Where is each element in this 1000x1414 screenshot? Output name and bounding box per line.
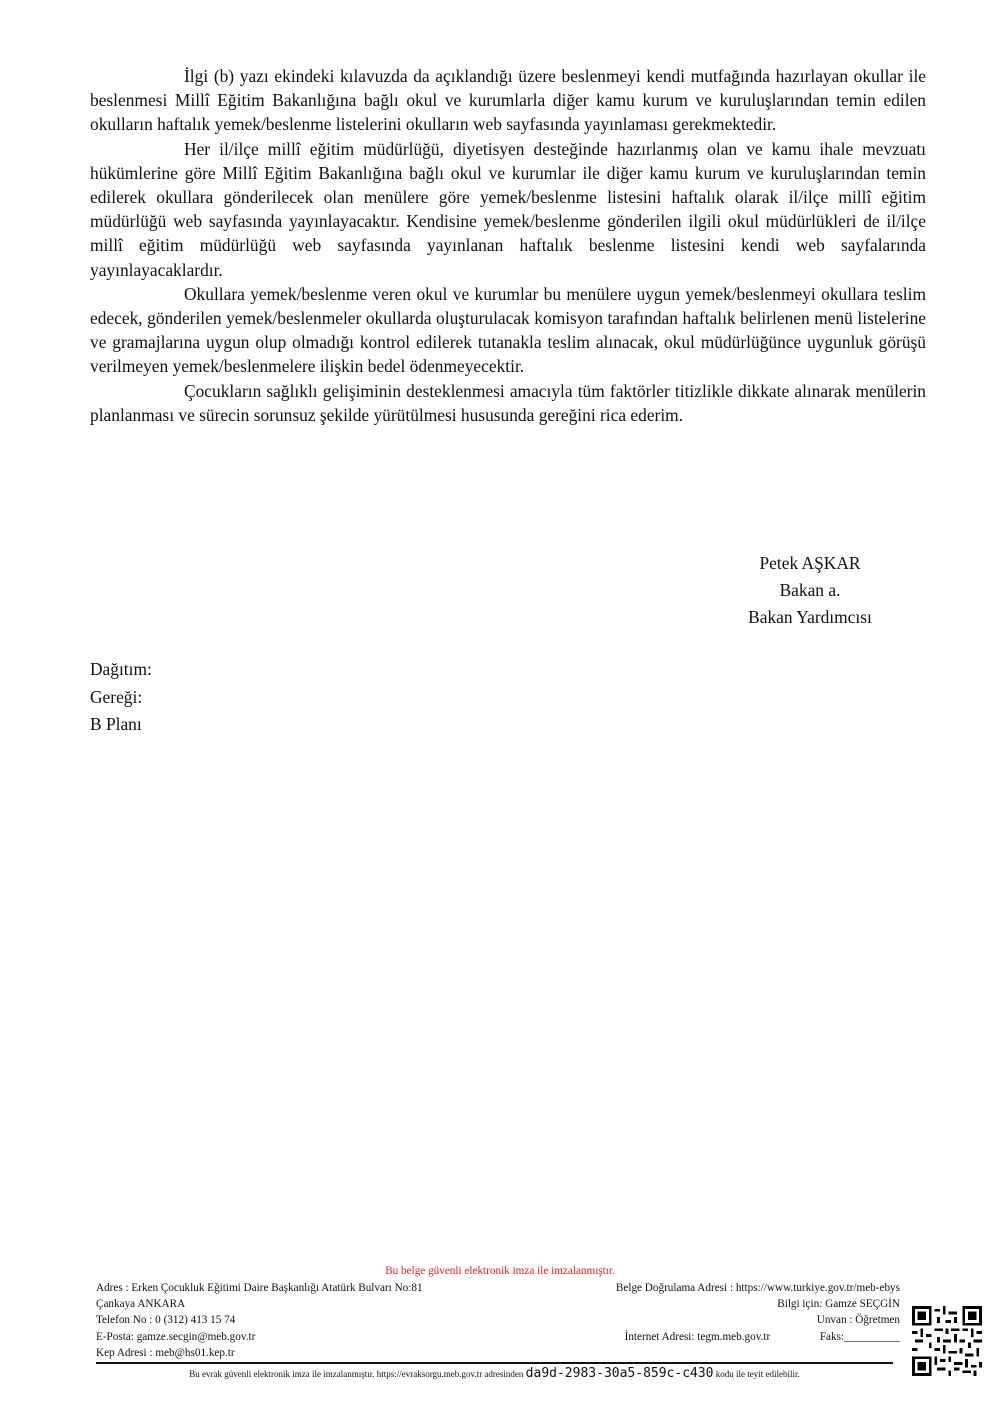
paragraph-1: İlgi (b) yazı ekindeki kılavuzda da açıklandığı üzere beslenmeyi kendi mutfağında hazırlayan okullar ile beslenmesi Millî Eğitim Bakanlığına bağlı okul ve kurumlarla diğer kamu kurum ve kuruluşlarından temin edilen okulların haftalık yemek/beslenme listelerini okulların web sayfasında yayınlaması gerekmektedir. (90, 66, 926, 135)
signature-block (700, 550, 920, 631)
distribution-line-1: Gereği: (90, 686, 143, 707)
distribution-heading: Dağıtım: (90, 659, 152, 679)
footer-internet-and-fax (616, 1329, 900, 1345)
signer-title: Bakan Yardımcısı (748, 607, 872, 627)
footer-contact-right (616, 1280, 900, 1345)
footer-unvan: Unvan : Öğretmen (816, 1314, 900, 1327)
footer-verify-address[interactable]: Belge Doğrulama Adresi : https://www.turkiye.gov.tr/meb-ebys (615, 1282, 900, 1294)
footer-email[interactable]: E-Posta: gamze.secgin@meb.gov.tr (96, 1330, 256, 1343)
paragraph-3: Okullara yemek/beslenme veren okul ve kurumlar bu menülere uygun yemek/beslenmeyi okullara teslim edecek, gönderilen yemek/beslenmeler okullarda oluşturulacak komisyon tarafından haftalık belirlenen menü listelerine ve gramajlarına uygun olup olmadığı kontrol edilerek tutanakla teslim alınacak, okul müdürlüğünce uygunluk görüşü verilmeyen yemek/beslenmelere ilişkin bedel ödenmeyecektir. (90, 283, 926, 377)
footer-internet[interactable]: İnternet Adresi: tegm.meb.gov.tr (624, 1330, 771, 1343)
letter-body (90, 64, 926, 427)
footer-kep: Kep Adresi : meb@hs01.kep.tr (96, 1346, 235, 1359)
footer-address: Adres : Erken Çocukluk Eğitimi Daire Başkanlığı Atatürk Bulvarı No:81 (96, 1282, 423, 1294)
footer-contact-person: Bilgi için: Gamze SEÇGİN (777, 1298, 900, 1311)
footer-phone: Telefon No : 0 (312) 413 15 74 (96, 1314, 236, 1327)
signer-authority: Bakan a. (779, 580, 841, 600)
footer-fax: Faks:__________ (819, 1330, 900, 1343)
signer-name: Petek AŞKAR (759, 553, 861, 573)
paragraph-2: Her il/ilçe millî eğitim müdürlüğü, diyetisyen desteğinde hazırlanmış olan ve kamu ihale mevzuatı hükümlerine göre Millî Eğitim Bakanlığına bağlı okul ve kurumlar ile diğer kamu kurum ve kuruluşlarından temin edilerek okullara gönderilecek olan menülere göre yemek/beslenme listesini haftalık olarak il/ilçe millî eğitim müdürlüğü web sayfasında yayınlayacaktır. Kendisine yemek/beslenme gönderilen ilgili okul müdürlükleri de il/ilçe millî eğitim müdürlüğü web sayfasında yayınlanan haftalık beslenme listesini kendi web sayfalarında yayınlayacaklardır. (90, 138, 926, 280)
distribution-line-2: B Planı (90, 714, 142, 734)
verification-prefix: Bu evrak güvenli elektronik imza ile imzalanmıştır. https://evraksorgu.meb.gov.tr adresinden (189, 1369, 524, 1379)
secure-signature-note: Bu belge güvenli elektronik imza ile imzalanmıştır. (385, 1265, 615, 1277)
footer-divider (96, 1362, 893, 1364)
qr-code-icon (912, 1306, 982, 1376)
verification-suffix: kodu ile teyit edilebilir. (715, 1369, 800, 1379)
verification-line (96, 1366, 893, 1381)
verification-code: da9d-2983-30a5-859c-c430 (525, 1366, 714, 1381)
footer-city: Çankaya ANKARA (96, 1298, 186, 1311)
paragraph-4: Çocukların sağlıklı gelişiminin desteklenmesi amacıyla tüm faktörler titizlikle dikkate alınarak menülerin planlanması ve sürecin sorunsuz şekilde yürütülmesi hususunda gereğini rica ederim. (90, 380, 926, 425)
footer-contact-left (96, 1280, 423, 1361)
distribution-block (90, 656, 152, 739)
